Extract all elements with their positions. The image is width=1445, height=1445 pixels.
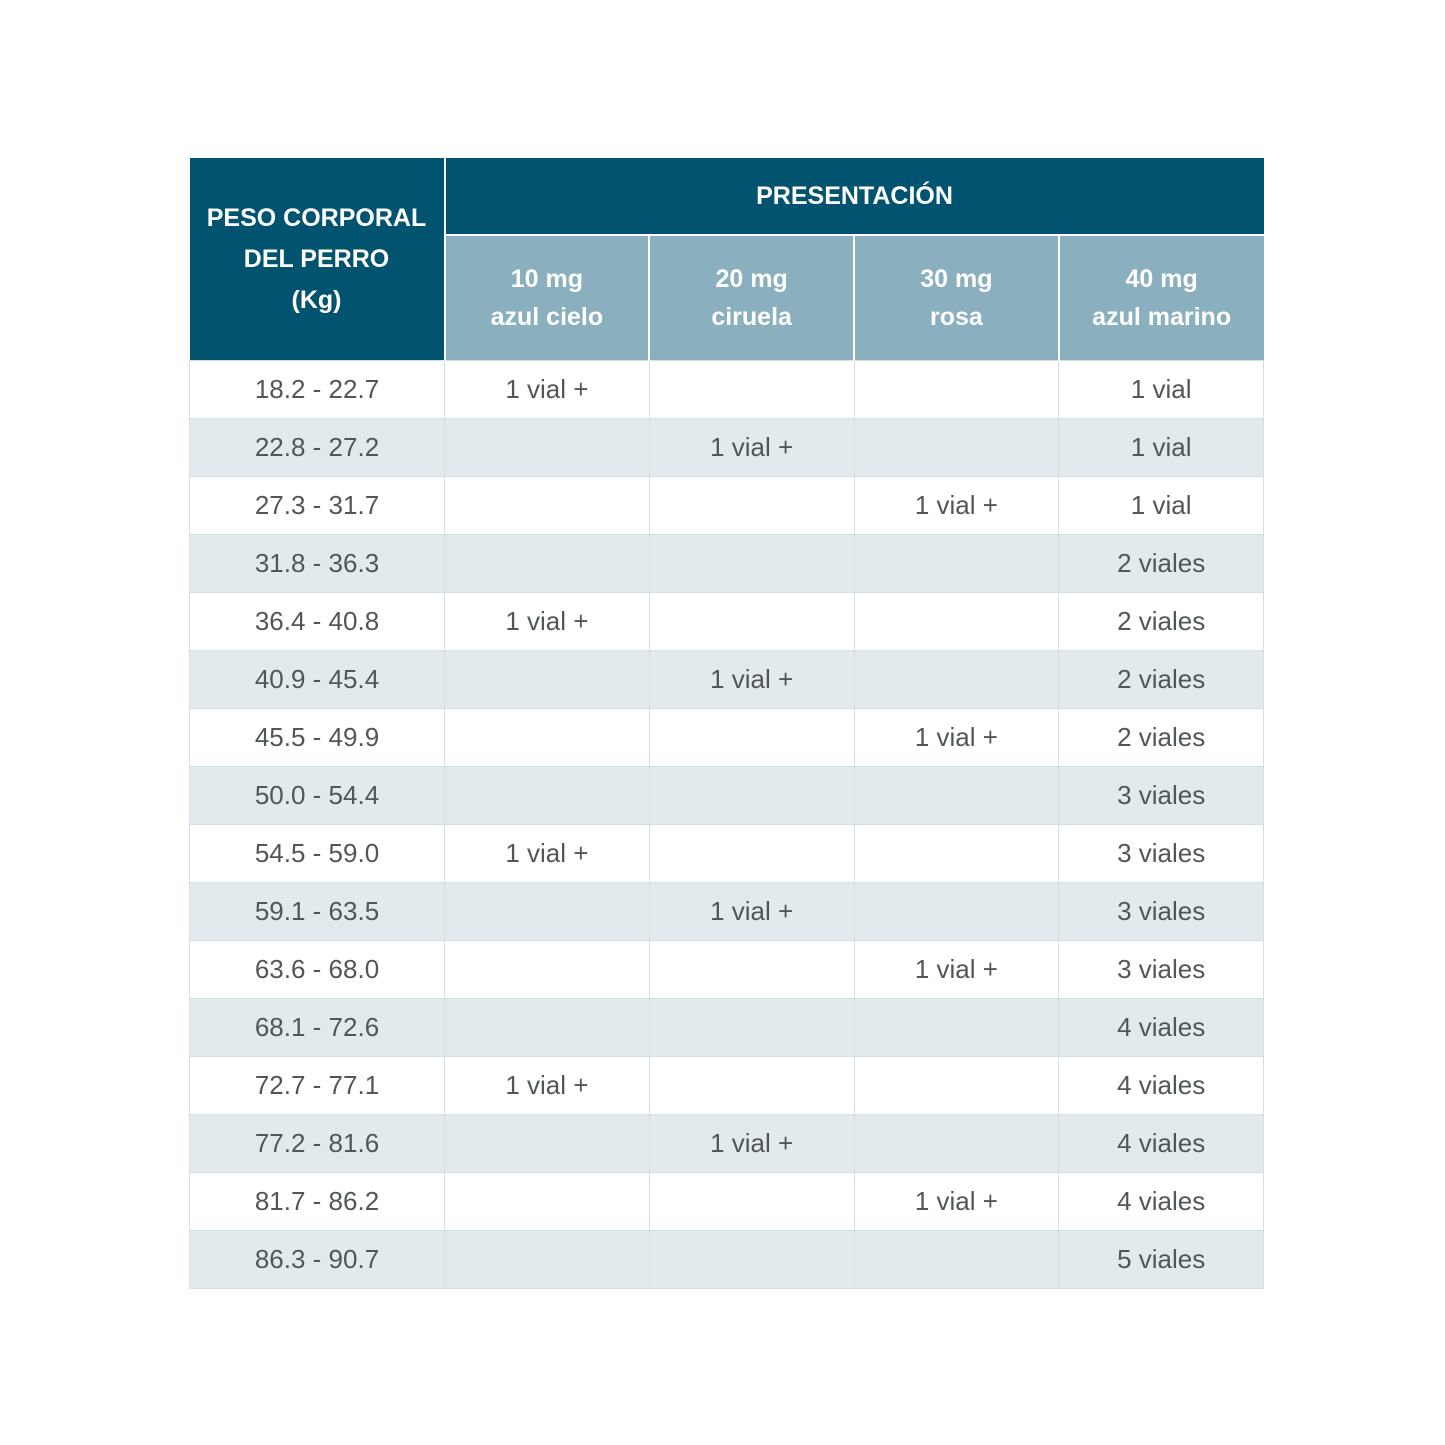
table-row [190, 651, 1264, 709]
presentation-dose: 20 mg [715, 265, 788, 293]
table-row [190, 883, 1264, 941]
dose-cell-30mg [854, 593, 1059, 651]
weight-range-cell: 22.8 - 27.2 [190, 419, 445, 477]
dose-cell-20mg [649, 709, 854, 767]
dose-cell-20mg [649, 941, 854, 999]
table-row [190, 941, 1264, 999]
weight-range-cell: 45.5 - 49.9 [190, 709, 445, 767]
dose-cell-20mg [649, 999, 854, 1057]
presentation-group-header: PRESENTACIÓN [445, 158, 1264, 235]
dose-cell-30mg [854, 1115, 1059, 1173]
dose-cell-30mg: 1 vial + [854, 941, 1059, 999]
dose-cell-10mg: 1 vial + [445, 593, 650, 651]
dose-cell-30mg: 1 vial + [854, 709, 1059, 767]
weight-range-cell: 59.1 - 63.5 [190, 883, 445, 941]
dose-cell-10mg [445, 767, 650, 825]
dose-cell-40mg: 4 viales [1059, 1057, 1264, 1115]
dose-cell-40mg: 4 viales [1059, 1115, 1264, 1173]
table-row [190, 477, 1264, 535]
dose-cell-40mg: 2 viales [1059, 535, 1264, 593]
dose-cell-20mg [649, 1173, 854, 1231]
weight-range-cell: 54.5 - 59.0 [190, 825, 445, 883]
table-row [190, 593, 1264, 651]
dose-cell-10mg [445, 1115, 650, 1173]
dose-cell-20mg: 1 vial + [649, 419, 854, 477]
dose-cell-20mg [649, 1057, 854, 1115]
dose-cell-10mg: 1 vial + [445, 361, 650, 419]
table-row [190, 825, 1264, 883]
presentation-header-20mg [649, 235, 854, 361]
table-row [190, 999, 1264, 1057]
dose-cell-20mg [649, 593, 854, 651]
dose-cell-40mg: 1 vial [1059, 477, 1264, 535]
dose-cell-30mg: 1 vial + [854, 1173, 1059, 1231]
dose-cell-40mg: 3 viales [1059, 825, 1264, 883]
table-row [190, 361, 1264, 419]
table-row [190, 709, 1264, 767]
weight-range-cell: 31.8 - 36.3 [190, 535, 445, 593]
dose-table [189, 158, 1264, 1289]
presentation-color: azul marino [1092, 303, 1232, 331]
dose-cell-10mg [445, 941, 650, 999]
presentation-color: ciruela [711, 303, 792, 331]
weight-range-cell: 86.3 - 90.7 [190, 1231, 445, 1289]
dose-cell-20mg [649, 825, 854, 883]
weight-range-cell: 27.3 - 31.7 [190, 477, 445, 535]
dose-cell-40mg: 1 vial [1059, 419, 1264, 477]
dose-cell-10mg [445, 651, 650, 709]
dose-table-body [190, 361, 1264, 1289]
table-row [190, 1173, 1264, 1231]
presentation-header-10mg [445, 235, 650, 361]
dose-cell-30mg [854, 419, 1059, 477]
dose-cell-40mg: 2 viales [1059, 593, 1264, 651]
presentation-color: rosa [929, 303, 983, 331]
dose-cell-40mg: 3 viales [1059, 767, 1264, 825]
dose-cell-30mg [854, 1057, 1059, 1115]
dose-cell-10mg [445, 1173, 650, 1231]
dose-cell-40mg: 4 viales [1059, 1173, 1264, 1231]
dose-cell-10mg [445, 883, 650, 941]
weight-range-cell: 50.0 - 54.4 [190, 767, 445, 825]
dose-cell-10mg: 1 vial + [445, 825, 650, 883]
dose-cell-30mg: 1 vial + [854, 477, 1059, 535]
dose-cell-20mg [649, 361, 854, 419]
dose-cell-20mg [649, 1231, 854, 1289]
dose-cell-30mg [854, 767, 1059, 825]
weight-range-cell: 68.1 - 72.6 [190, 999, 445, 1057]
presentation-color: azul cielo [490, 303, 604, 331]
dose-cell-20mg [649, 477, 854, 535]
dose-cell-40mg: 4 viales [1059, 999, 1264, 1057]
weight-column-header [190, 158, 445, 361]
weight-range-cell: 63.6 - 68.0 [190, 941, 445, 999]
dose-cell-20mg [649, 535, 854, 593]
weight-range-cell: 72.7 - 77.1 [190, 1057, 445, 1115]
presentation-dose: 30 mg [920, 265, 993, 293]
weight-range-cell: 81.7 - 86.2 [190, 1173, 445, 1231]
dose-cell-40mg: 3 viales [1059, 883, 1264, 941]
dose-cell-40mg: 2 viales [1059, 709, 1264, 767]
dose-cell-30mg [854, 883, 1059, 941]
dose-cell-10mg: 1 vial + [445, 1057, 650, 1115]
weight-range-cell: 77.2 - 81.6 [190, 1115, 445, 1173]
weight-range-cell: 18.2 - 22.7 [190, 361, 445, 419]
dose-cell-30mg [854, 1231, 1059, 1289]
table-row [190, 419, 1264, 477]
table-row [190, 535, 1264, 593]
dose-cell-40mg: 1 vial [1059, 361, 1264, 419]
header-row-top [190, 158, 1264, 235]
dose-cell-30mg [854, 825, 1059, 883]
dose-cell-40mg: 3 viales [1059, 941, 1264, 999]
weight-header-line: (Kg) [291, 285, 342, 314]
dose-cell-20mg: 1 vial + [649, 651, 854, 709]
dose-cell-20mg: 1 vial + [649, 883, 854, 941]
presentation-dose: 10 mg [510, 265, 583, 293]
dose-cell-10mg [445, 419, 650, 477]
dose-cell-30mg [854, 999, 1059, 1057]
weight-range-cell: 36.4 - 40.8 [190, 593, 445, 651]
dose-cell-30mg [854, 651, 1059, 709]
dose-cell-40mg: 2 viales [1059, 651, 1264, 709]
weight-range-cell: 40.9 - 45.4 [190, 651, 445, 709]
table-row [190, 767, 1264, 825]
presentation-header-30mg [854, 235, 1059, 361]
dose-cell-10mg [445, 1231, 650, 1289]
table-row [190, 1231, 1264, 1289]
dose-cell-30mg [854, 535, 1059, 593]
dose-cell-10mg [445, 709, 650, 767]
dose-cell-10mg [445, 535, 650, 593]
weight-header-line: DEL PERRO [243, 244, 390, 273]
presentation-header-40mg [1059, 235, 1264, 361]
weight-header-line: PESO CORPORAL [206, 203, 427, 232]
dose-cell-10mg [445, 999, 650, 1057]
dose-cell-30mg [854, 361, 1059, 419]
dose-cell-10mg [445, 477, 650, 535]
dose-cell-20mg [649, 767, 854, 825]
table-row [190, 1057, 1264, 1115]
dose-cell-20mg: 1 vial + [649, 1115, 854, 1173]
dose-cell-40mg: 5 viales [1059, 1231, 1264, 1289]
presentation-dose: 40 mg [1125, 265, 1198, 293]
table-row [190, 1115, 1264, 1173]
